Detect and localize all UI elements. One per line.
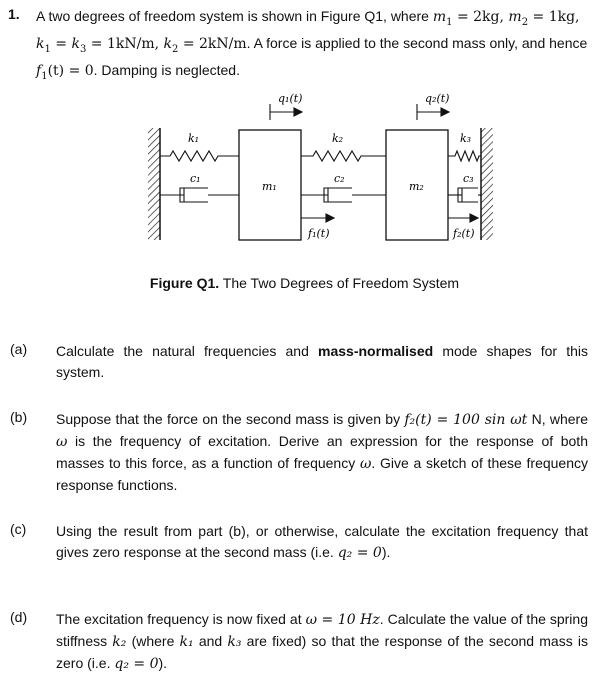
figure-caption: Figure Q1. The Two Degrees of Freedom System [149,275,460,291]
displacement-arrow-q2 [417,104,449,120]
damper-c3 [448,188,481,202]
label-k2: k₂ [332,132,344,145]
right-wall [481,128,493,240]
part-a-text: Calculate the natural frequencies and mass-normalised mode shapes for this system. [56,343,588,380]
damper-c1 [160,188,239,202]
damper-c2 [301,188,386,202]
label-c3: c₃ [463,172,474,185]
force-arrow-f2 [448,214,478,222]
part-d-label: (d) [10,609,28,625]
label-k1: k₁ [188,132,200,145]
label-m2: m₂ [409,180,424,193]
displacement-arrow-q1 [270,104,302,120]
label-c1: c₁ [190,172,201,185]
part-c-text: Using the result from part (b), or otherwise, calculate the excitation frequency that gives zero response at the second mass (i.e. q₂ = 0). [56,523,588,561]
label-f1: f₁(t) [308,227,330,240]
question-intro: A two degrees of freedom system is shown in Figure Q1, where $m_1 = 2kg$, $m_2 = 1kg$, $k_1 = k_3 = 1kN/m$, $k_2 = 2kN/m$. A force is applied to the second mass only, and hence $f_1(t) = 0$. Damping is neglected. [36,8,588,82]
label-m1: m₁ [262,180,277,193]
spring-k1 [160,151,239,161]
part-a-label: (a) [10,341,28,357]
label-k3: k₃ [460,132,472,145]
question-number: 1. [8,6,20,22]
label-q1: q₁(t) [278,92,303,105]
force-arrow-f1 [301,214,334,222]
two-dof-system-figure [148,90,493,255]
label-f2: f₂(t) [453,227,475,240]
part-c-label: (c) [10,521,27,537]
left-wall [148,128,160,240]
label-q2: q₂(t) [425,92,450,105]
part-d-text: The excitation frequency is now fixed at ω = 10 Hz. Calculate the value of the spring stiffness k₂ (where k₁ and k₃ are fixed) so that the response of the second mass is zero (i.e. q₂ = 0). [56,611,588,672]
part-b-label: (b) [10,409,28,425]
label-c2: c₂ [334,172,345,185]
spring-k2 [301,151,386,161]
part-b-text: Suppose that the force on the second mass is given by f₂(t) = 100 sin ωt N, where ω is the frequency of excitation. Derive an expression for the response of both masses to this force, as a function of frequency ω. Give a sketch of these frequency response functions. [56,411,589,493]
spring-k3 [448,151,481,161]
